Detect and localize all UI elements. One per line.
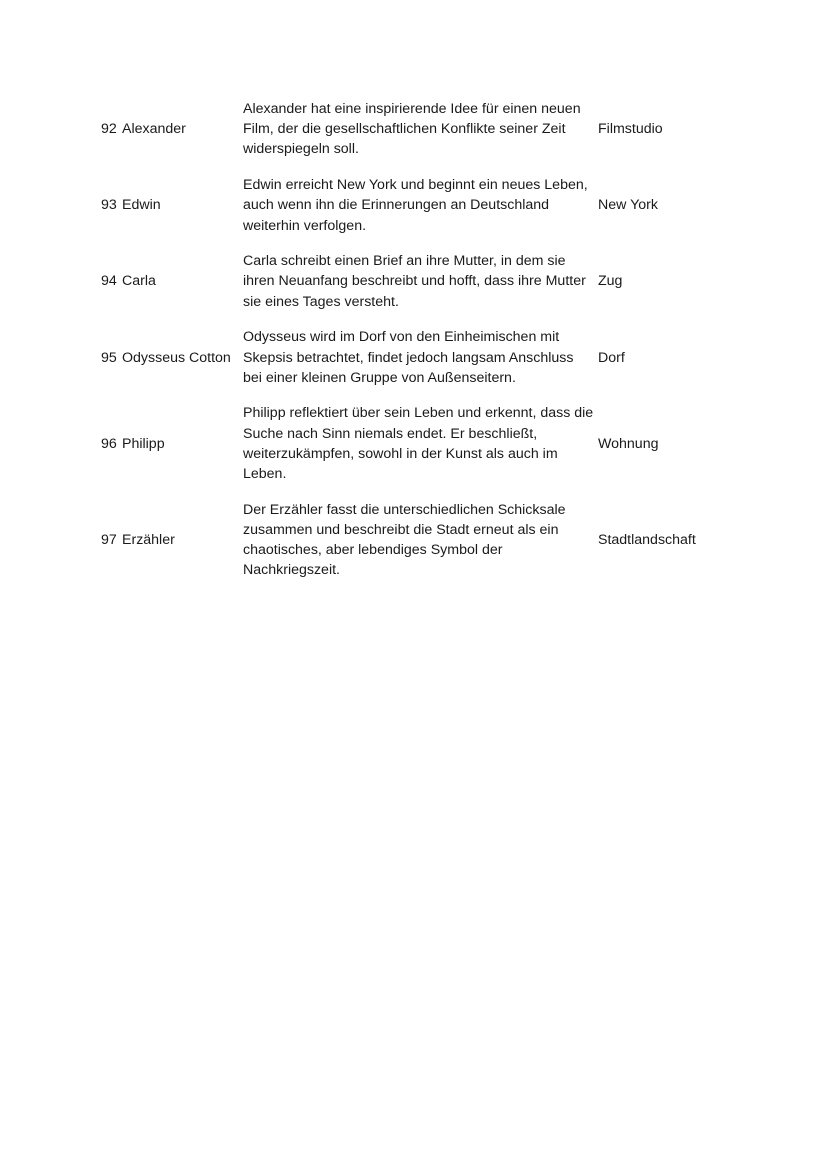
scene-number: 96 bbox=[101, 435, 117, 452]
scene-location: Filmstudio bbox=[598, 121, 663, 138]
scene-description: Der Erzähler fasst die unterschiedlichen Schicksale zusammen und beschreibt die Stadt erneut als ein chaotisches, aber lebendiges Symbol der Nachkriegszeit. bbox=[243, 501, 566, 579]
scene-character: Odysseus Cotton bbox=[122, 349, 231, 366]
scene-location: New York bbox=[598, 197, 658, 214]
scene-description: Alexander hat eine inspirierende Idee für einen neuen Film, der die gesellschaftlichen Konflikte seiner Zeit widerspiegeln soll. bbox=[243, 101, 581, 158]
scene-table bbox=[98, 99, 718, 596]
scene-description: Carla schreibt einen Brief an ihre Mutter, in dem sie ihren Neuanfang beschreibt und hofft, dass ihre Mutter sie eines Tages versteht. bbox=[243, 253, 586, 310]
scene-description: Philipp reflektiert über sein Leben und erkennt, dass die Suche nach Sinn niemals endet. Er beschließt, weiterzukämpfen, sowohl in der Kunst als auch im Leben. bbox=[243, 405, 594, 483]
scene-character: Edwin bbox=[122, 197, 161, 214]
table-row bbox=[98, 251, 718, 327]
scene-number: 95 bbox=[101, 349, 117, 366]
scene-character: Erzähler bbox=[122, 532, 175, 549]
table-row bbox=[98, 500, 718, 596]
scene-location: Zug bbox=[598, 273, 623, 290]
table-row bbox=[98, 327, 718, 403]
scene-location: Dorf bbox=[598, 349, 625, 366]
scene-number: 92 bbox=[101, 121, 117, 138]
scene-character: Carla bbox=[122, 273, 156, 290]
scene-character: Philipp bbox=[122, 435, 165, 452]
scene-number: 97 bbox=[101, 532, 117, 549]
table-row bbox=[98, 175, 718, 251]
scene-location: Wohnung bbox=[598, 435, 659, 452]
scene-description: Edwin erreicht New York und beginnt ein neues Leben, auch wenn ihn die Erinnerungen an Deutschland weiterhin verfolgen. bbox=[243, 177, 588, 234]
scene-location: Stadtlandschaft bbox=[598, 532, 696, 549]
table-row bbox=[98, 403, 718, 499]
scene-description: Odysseus wird im Dorf von den Einheimischen mit Skepsis betrachtet, findet jedoch langsam Anschluss bei einer kleinen Gruppe von Außenseitern. bbox=[243, 329, 574, 386]
table-row bbox=[98, 99, 718, 175]
scene-number: 93 bbox=[101, 197, 117, 214]
scene-number: 94 bbox=[101, 273, 117, 290]
scene-character: Alexander bbox=[122, 121, 186, 138]
